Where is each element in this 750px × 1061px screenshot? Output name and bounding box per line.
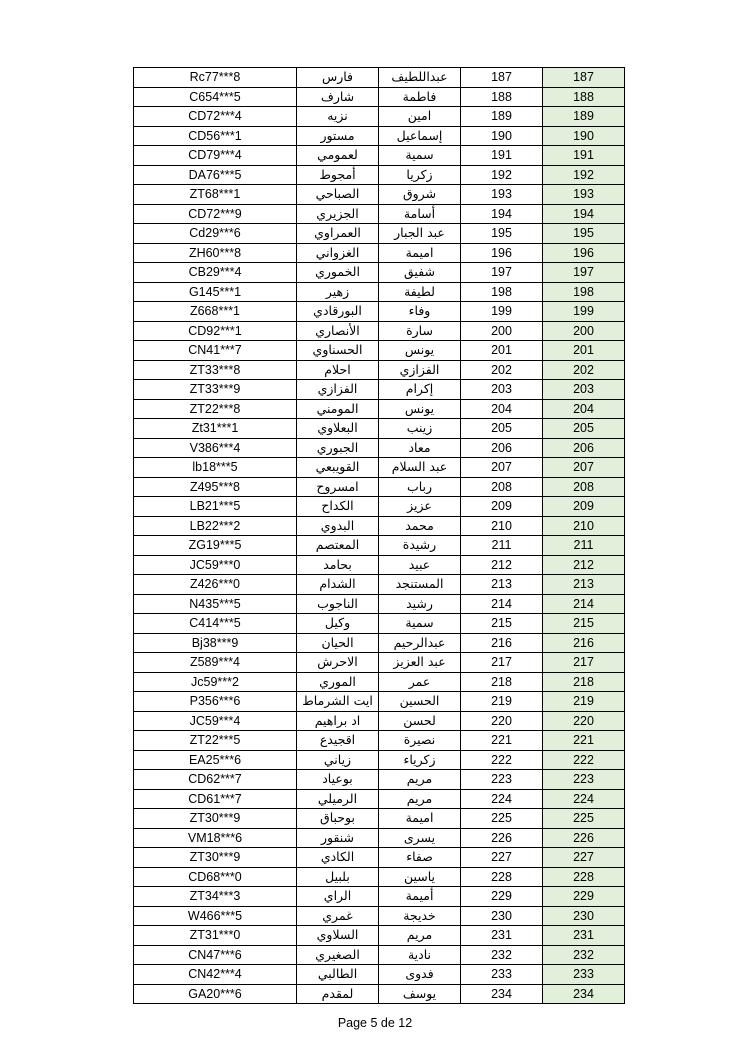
table-row	[134, 692, 625, 712]
table-row	[134, 731, 625, 751]
number-cell: 221	[461, 731, 543, 751]
first-name-cell: إكرام	[379, 380, 461, 400]
number-cell: 227	[461, 848, 543, 868]
index-cell: 215	[543, 614, 625, 634]
id-code-cell: ZT33***9	[134, 380, 297, 400]
id-code-cell: CD72***9	[134, 204, 297, 224]
id-code-cell: Z495***8	[134, 477, 297, 497]
index-cell: 210	[543, 516, 625, 536]
last-name-cell: بوعياد	[297, 770, 379, 790]
index-cell: 228	[543, 867, 625, 887]
index-cell: 217	[543, 653, 625, 673]
id-code-cell: GA20***6	[134, 984, 297, 1004]
id-code-cell: CN41***7	[134, 341, 297, 361]
id-code-cell: CD61***7	[134, 789, 297, 809]
id-code-cell: Jc59***2	[134, 672, 297, 692]
last-name-cell: البورقادي	[297, 302, 379, 322]
number-cell: 216	[461, 633, 543, 653]
id-code-cell: CD79***4	[134, 146, 297, 166]
id-code-cell: LB22***2	[134, 516, 297, 536]
table-row	[134, 477, 625, 497]
number-cell: 203	[461, 380, 543, 400]
last-name-cell: الطالبي	[297, 965, 379, 985]
last-name-cell: السلاوي	[297, 926, 379, 946]
number-cell: 226	[461, 828, 543, 848]
last-name-cell: الأنصاري	[297, 321, 379, 341]
number-cell: 213	[461, 575, 543, 595]
last-name-cell: شنقور	[297, 828, 379, 848]
last-name-cell: الشدام	[297, 575, 379, 595]
number-cell: 219	[461, 692, 543, 712]
first-name-cell: اميمة	[379, 809, 461, 829]
index-cell: 188	[543, 87, 625, 107]
last-name-cell: شارف	[297, 87, 379, 107]
id-code-cell: CD72***4	[134, 107, 297, 127]
number-cell: 214	[461, 594, 543, 614]
index-cell: 204	[543, 399, 625, 419]
table-row	[134, 243, 625, 263]
table-row	[134, 984, 625, 1004]
first-name-cell: شروق	[379, 185, 461, 205]
table-row	[134, 380, 625, 400]
table-row	[134, 633, 625, 653]
index-cell: 197	[543, 263, 625, 283]
last-name-cell: الجبوري	[297, 438, 379, 458]
first-name-cell: امين	[379, 107, 461, 127]
table-row	[134, 224, 625, 244]
first-name-cell: عبيد	[379, 555, 461, 575]
last-name-cell: العمراوي	[297, 224, 379, 244]
index-cell: 212	[543, 555, 625, 575]
first-name-cell: عزيز	[379, 497, 461, 517]
first-name-cell: عبد العزيز	[379, 653, 461, 673]
index-cell: 216	[543, 633, 625, 653]
last-name-cell: بوحباق	[297, 809, 379, 829]
first-name-cell: يسرى	[379, 828, 461, 848]
last-name-cell: ايت الشرماط	[297, 692, 379, 712]
table-row	[134, 809, 625, 829]
index-cell: 189	[543, 107, 625, 127]
first-name-cell: الفزازي	[379, 360, 461, 380]
index-cell: 224	[543, 789, 625, 809]
first-name-cell: مريم	[379, 789, 461, 809]
id-code-cell: CD68***0	[134, 867, 297, 887]
table-row	[134, 263, 625, 283]
id-code-cell: ZT33***8	[134, 360, 297, 380]
number-cell: 207	[461, 458, 543, 478]
table-row	[134, 126, 625, 146]
id-code-cell: ZH60***8	[134, 243, 297, 263]
first-name-cell: شفيق	[379, 263, 461, 283]
id-code-cell: C654***5	[134, 87, 297, 107]
first-name-cell: ياسين	[379, 867, 461, 887]
number-cell: 210	[461, 516, 543, 536]
last-name-cell: نزيه	[297, 107, 379, 127]
first-name-cell: لحسن	[379, 711, 461, 731]
index-cell: 230	[543, 906, 625, 926]
table-row	[134, 711, 625, 731]
number-cell: 222	[461, 750, 543, 770]
index-cell: 232	[543, 945, 625, 965]
first-name-cell: نصيرة	[379, 731, 461, 751]
last-name-cell: المومني	[297, 399, 379, 419]
table-row	[134, 68, 625, 88]
table-row	[134, 438, 625, 458]
table-row	[134, 770, 625, 790]
number-cell: 212	[461, 555, 543, 575]
first-name-cell: فاطمة	[379, 87, 461, 107]
number-cell: 205	[461, 419, 543, 439]
number-cell: 192	[461, 165, 543, 185]
id-code-cell: ZT34***3	[134, 887, 297, 907]
index-cell: 200	[543, 321, 625, 341]
id-code-cell: lb18***5	[134, 458, 297, 478]
first-name-cell: سمية	[379, 614, 461, 634]
first-name-cell: زينب	[379, 419, 461, 439]
table-row	[134, 536, 625, 556]
first-name-cell: اميمة	[379, 243, 461, 263]
index-cell: 199	[543, 302, 625, 322]
last-name-cell: البدوي	[297, 516, 379, 536]
first-name-cell: رشيدة	[379, 536, 461, 556]
last-name-cell: اد براهيم	[297, 711, 379, 731]
last-name-cell: احلام	[297, 360, 379, 380]
number-cell: 200	[461, 321, 543, 341]
first-name-cell: عمر	[379, 672, 461, 692]
number-cell: 232	[461, 945, 543, 965]
id-code-cell: Bj38***9	[134, 633, 297, 653]
first-name-cell: فدوى	[379, 965, 461, 985]
number-cell: 230	[461, 906, 543, 926]
id-code-cell: DA76***5	[134, 165, 297, 185]
id-code-cell: ZT22***5	[134, 731, 297, 751]
last-name-cell: الرميلي	[297, 789, 379, 809]
index-cell: 219	[543, 692, 625, 712]
table-row	[134, 945, 625, 965]
page-number: Page 5 de 12	[337, 1016, 413, 1030]
id-code-cell: ZT22***8	[134, 399, 297, 419]
table-row	[134, 497, 625, 517]
table-row	[134, 887, 625, 907]
id-code-cell: CD56***1	[134, 126, 297, 146]
index-cell: 208	[543, 477, 625, 497]
last-name-cell: زهير	[297, 282, 379, 302]
number-cell: 204	[461, 399, 543, 419]
id-code-cell: Cd29***6	[134, 224, 297, 244]
index-cell: 192	[543, 165, 625, 185]
first-name-cell: يونس	[379, 399, 461, 419]
table-row	[134, 360, 625, 380]
id-code-cell: CN42***4	[134, 965, 297, 985]
id-code-cell: V386***4	[134, 438, 297, 458]
id-code-cell: Z426***0	[134, 575, 297, 595]
number-cell: 208	[461, 477, 543, 497]
last-name-cell: الصغيري	[297, 945, 379, 965]
table-row	[134, 789, 625, 809]
number-cell: 218	[461, 672, 543, 692]
last-name-cell: الغزواني	[297, 243, 379, 263]
number-cell: 229	[461, 887, 543, 907]
last-name-cell: فارس	[297, 68, 379, 88]
number-cell: 196	[461, 243, 543, 263]
last-name-cell: الموري	[297, 672, 379, 692]
table-row	[134, 672, 625, 692]
table-row	[134, 614, 625, 634]
number-cell: 188	[461, 87, 543, 107]
last-name-cell: امسروح	[297, 477, 379, 497]
first-name-cell: سمية	[379, 146, 461, 166]
number-cell: 190	[461, 126, 543, 146]
last-name-cell: الاحرش	[297, 653, 379, 673]
roster-table-body	[134, 68, 625, 1004]
id-code-cell: CD62***7	[134, 770, 297, 790]
id-code-cell: CB29***4	[134, 263, 297, 283]
last-name-cell: اقجيدع	[297, 731, 379, 751]
number-cell: 201	[461, 341, 543, 361]
last-name-cell: القويبعي	[297, 458, 379, 478]
first-name-cell: يونس	[379, 341, 461, 361]
table-row	[134, 965, 625, 985]
last-name-cell: الحيان	[297, 633, 379, 653]
first-name-cell: عبد الجبار	[379, 224, 461, 244]
id-code-cell: Rc77***8	[134, 68, 297, 88]
index-cell: 196	[543, 243, 625, 263]
index-cell: 191	[543, 146, 625, 166]
last-name-cell: الخموري	[297, 263, 379, 283]
table-row	[134, 302, 625, 322]
table-row	[134, 848, 625, 868]
first-name-cell: معاد	[379, 438, 461, 458]
table-row	[134, 282, 625, 302]
last-name-cell: بحامد	[297, 555, 379, 575]
table-row	[134, 419, 625, 439]
number-cell: 194	[461, 204, 543, 224]
first-name-cell: وفاء	[379, 302, 461, 322]
number-cell: 215	[461, 614, 543, 634]
index-cell: 198	[543, 282, 625, 302]
number-cell: 206	[461, 438, 543, 458]
last-name-cell: الكادي	[297, 848, 379, 868]
number-cell: 189	[461, 107, 543, 127]
id-code-cell: C414***5	[134, 614, 297, 634]
number-cell: 225	[461, 809, 543, 829]
first-name-cell: خديجة	[379, 906, 461, 926]
table-row	[134, 594, 625, 614]
number-cell: 197	[461, 263, 543, 283]
first-name-cell: عبداللطيف	[379, 68, 461, 88]
first-name-cell: مريم	[379, 926, 461, 946]
id-code-cell: G145***1	[134, 282, 297, 302]
number-cell: 233	[461, 965, 543, 985]
table-row	[134, 87, 625, 107]
last-name-cell: الصباحي	[297, 185, 379, 205]
first-name-cell: محمد	[379, 516, 461, 536]
last-name-cell: لعمومي	[297, 146, 379, 166]
index-cell: 206	[543, 438, 625, 458]
id-code-cell: Z589***4	[134, 653, 297, 673]
last-name-cell: مستور	[297, 126, 379, 146]
id-code-cell: ZT31***0	[134, 926, 297, 946]
id-code-cell: ZT30***9	[134, 848, 297, 868]
first-name-cell: أسامة	[379, 204, 461, 224]
index-cell: 209	[543, 497, 625, 517]
first-name-cell: نادية	[379, 945, 461, 965]
id-code-cell: CN47***6	[134, 945, 297, 965]
index-cell: 221	[543, 731, 625, 751]
first-name-cell: زكريا	[379, 165, 461, 185]
number-cell: 198	[461, 282, 543, 302]
index-cell: 195	[543, 224, 625, 244]
index-cell: 213	[543, 575, 625, 595]
index-cell: 222	[543, 750, 625, 770]
id-code-cell: JC59***0	[134, 555, 297, 575]
number-cell: 202	[461, 360, 543, 380]
id-code-cell: LB21***5	[134, 497, 297, 517]
last-name-cell: الراي	[297, 887, 379, 907]
index-cell: 220	[543, 711, 625, 731]
index-cell: 226	[543, 828, 625, 848]
number-cell: 217	[461, 653, 543, 673]
id-code-cell: Z668***1	[134, 302, 297, 322]
index-cell: 205	[543, 419, 625, 439]
number-cell: 191	[461, 146, 543, 166]
number-cell: 195	[461, 224, 543, 244]
table-row	[134, 458, 625, 478]
table-row	[134, 906, 625, 926]
index-cell: 218	[543, 672, 625, 692]
table-row	[134, 750, 625, 770]
index-cell: 201	[543, 341, 625, 361]
last-name-cell: المعتصم	[297, 536, 379, 556]
id-code-cell: N435***5	[134, 594, 297, 614]
index-cell: 233	[543, 965, 625, 985]
first-name-cell: عبدالرحيم	[379, 633, 461, 653]
last-name-cell: الكداح	[297, 497, 379, 517]
last-name-cell: البعلاوي	[297, 419, 379, 439]
roster-table	[133, 67, 625, 1004]
first-name-cell: الحسين	[379, 692, 461, 712]
table-row	[134, 107, 625, 127]
index-cell: 193	[543, 185, 625, 205]
number-cell: 193	[461, 185, 543, 205]
table-row	[134, 165, 625, 185]
index-cell: 214	[543, 594, 625, 614]
id-code-cell: CD92***1	[134, 321, 297, 341]
id-code-cell: VM18***6	[134, 828, 297, 848]
index-cell: 234	[543, 984, 625, 1004]
index-cell: 194	[543, 204, 625, 224]
last-name-cell: الناجوب	[297, 594, 379, 614]
last-name-cell: غمري	[297, 906, 379, 926]
number-cell: 223	[461, 770, 543, 790]
last-name-cell: الجزيري	[297, 204, 379, 224]
first-name-cell: إسماعيل	[379, 126, 461, 146]
last-name-cell: الحسناوي	[297, 341, 379, 361]
table-row	[134, 555, 625, 575]
id-code-cell: ZG19***5	[134, 536, 297, 556]
last-name-cell: بلبيل	[297, 867, 379, 887]
number-cell: 220	[461, 711, 543, 731]
index-cell: 202	[543, 360, 625, 380]
index-cell: 231	[543, 926, 625, 946]
first-name-cell: مريم	[379, 770, 461, 790]
table-row	[134, 575, 625, 595]
number-cell: 211	[461, 536, 543, 556]
table-row	[134, 399, 625, 419]
index-cell: 227	[543, 848, 625, 868]
index-cell: 190	[543, 126, 625, 146]
id-code-cell: ZT30***9	[134, 809, 297, 829]
first-name-cell: رباب	[379, 477, 461, 497]
id-code-cell: JC59***4	[134, 711, 297, 731]
table-row	[134, 653, 625, 673]
first-name-cell: لطيفة	[379, 282, 461, 302]
table-row	[134, 321, 625, 341]
table-row	[134, 185, 625, 205]
number-cell: 199	[461, 302, 543, 322]
index-cell: 203	[543, 380, 625, 400]
number-cell: 209	[461, 497, 543, 517]
first-name-cell: زكرياء	[379, 750, 461, 770]
first-name-cell: صفاء	[379, 848, 461, 868]
first-name-cell: يوسف	[379, 984, 461, 1004]
table-row	[134, 926, 625, 946]
index-cell: 225	[543, 809, 625, 829]
index-cell: 223	[543, 770, 625, 790]
number-cell: 228	[461, 867, 543, 887]
index-cell: 187	[543, 68, 625, 88]
number-cell: 224	[461, 789, 543, 809]
last-name-cell: وكيل	[297, 614, 379, 634]
first-name-cell: أميمة	[379, 887, 461, 907]
table-row	[134, 204, 625, 224]
table-row	[134, 516, 625, 536]
number-cell: 234	[461, 984, 543, 1004]
index-cell: 207	[543, 458, 625, 478]
id-code-cell: EA25***6	[134, 750, 297, 770]
table-row	[134, 867, 625, 887]
number-cell: 231	[461, 926, 543, 946]
id-code-cell: Zt31***1	[134, 419, 297, 439]
index-cell: 229	[543, 887, 625, 907]
first-name-cell: عبد السلام	[379, 458, 461, 478]
id-code-cell: ZT68***1	[134, 185, 297, 205]
first-name-cell: المستنجد	[379, 575, 461, 595]
number-cell: 187	[461, 68, 543, 88]
table-row	[134, 341, 625, 361]
last-name-cell: لمقدم	[297, 984, 379, 1004]
last-name-cell: زياني	[297, 750, 379, 770]
last-name-cell: الفزازي	[297, 380, 379, 400]
table-row	[134, 146, 625, 166]
index-cell: 211	[543, 536, 625, 556]
id-code-cell: P356***6	[134, 692, 297, 712]
table-row	[134, 828, 625, 848]
first-name-cell: سارة	[379, 321, 461, 341]
id-code-cell: W466***5	[134, 906, 297, 926]
last-name-cell: أمجوط	[297, 165, 379, 185]
first-name-cell: رشيد	[379, 594, 461, 614]
